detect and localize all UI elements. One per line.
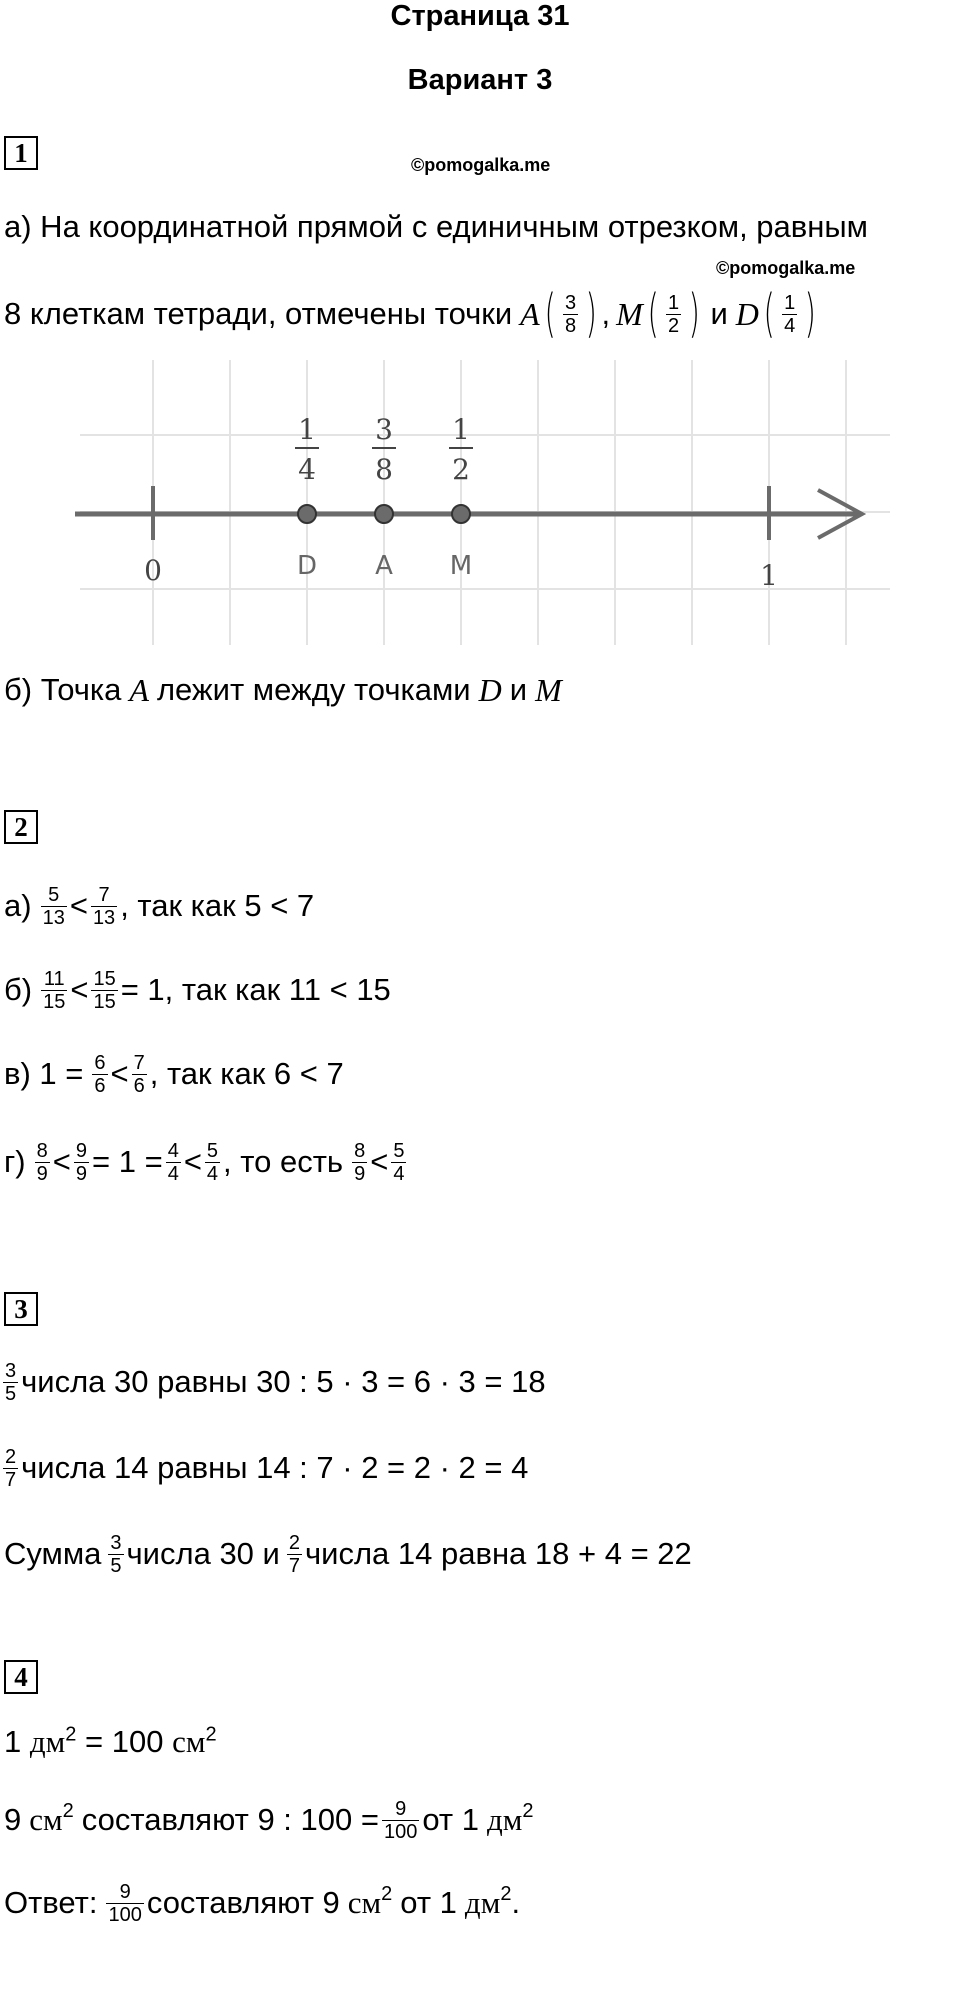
fraction: 5 4	[393, 1139, 405, 1185]
task-4-line3: Ответ: 9 100 составляют 9 см 2 от 1 дм 2 .	[4, 1880, 521, 1926]
fraction: 5 13	[42, 883, 65, 929]
point-a-denominator: 8	[375, 453, 393, 486]
fraction: 8 9	[354, 1139, 366, 1185]
number-line-figure	[70, 360, 890, 650]
fraction: 7 13	[92, 883, 116, 929]
task-2-b: б) 11 15 < 15 15 = 1, так как 11 < 15	[4, 967, 391, 1013]
fraction: 2 7	[5, 1445, 17, 1491]
task-1-a-line1: а) На координатной прямой с единичным отрезком, равным	[4, 209, 868, 244]
tick-label-one: 1	[760, 559, 778, 592]
fraction: 7 6	[133, 1051, 145, 1097]
point-d	[298, 505, 316, 523]
fraction: 2 7	[288, 1531, 300, 1577]
task-2-number: 2	[4, 810, 38, 844]
point-d-denominator: 4	[298, 453, 316, 486]
task-3-line1: 3 5 числа 30 равны 30 : 5 · 3 = 6 · 3 = 18	[5, 1359, 546, 1405]
point-m-denominator: 2	[452, 453, 470, 486]
watermark: ©pomogalka.me	[716, 258, 856, 278]
fraction: 3 5	[5, 1359, 17, 1405]
fraction: 6 6	[94, 1051, 106, 1097]
task-3-line2: 2 7 числа 14 равны 14 : 7 · 2 = 2 · 2 = 4	[5, 1445, 529, 1491]
point-a-label: A	[375, 551, 393, 581]
task-1-b: б) Точка A лежит между точками D и M	[4, 672, 562, 708]
task-2-a: а) 5 13 < 7 13 , так как 5 < 7	[4, 883, 315, 929]
point-m-fraction: 1 2	[668, 291, 680, 337]
task-4-number: 4	[4, 1660, 38, 1694]
point-a-fraction: 3 8	[565, 291, 577, 337]
variant-title: Вариант 3	[407, 64, 553, 96]
task-2-v: в) 1 = 6 6 < 7 6 , так как 6 < 7	[4, 1051, 344, 1097]
point-m-label: M	[449, 551, 473, 581]
task-2-g: г) 8 9 < 9 9 = 1 = 4 4 < 5 4 , то есть 8 9 < 5 4	[4, 1139, 405, 1185]
task-1-a-line2-text: 8 клеткам тетради, отмечены точки	[4, 296, 513, 331]
fraction: 11 15	[43, 967, 66, 1013]
fraction: 9 100	[383, 1797, 418, 1843]
fraction: 5 4	[206, 1139, 219, 1185]
point-m-name: M	[616, 296, 643, 332]
point-a	[375, 505, 393, 523]
point-m-numerator: 1	[452, 413, 470, 446]
point-a-name: A	[520, 296, 540, 332]
tick-label-zero: 0	[144, 554, 162, 587]
point-d-label: D	[296, 551, 318, 581]
task-3-line3: Сумма 3 5 числа 30 и 2 7 числа 14 равна 18 + 4 = 22	[4, 1531, 692, 1577]
point-a-numerator: 3	[375, 413, 393, 446]
task-4-line1: 1 $дм^2 = 100$ $см^2$	[4, 1723, 217, 1759]
fraction: 9 100	[108, 1880, 142, 1926]
task-1-a-line2: 8 клеткам тетради, отмечены точки A ( 3 8 ) , M ( 1 2 ) и D ( 1 4 )	[4, 284, 817, 344]
page-title: Страница 31	[390, 0, 570, 32]
fraction: 3 5	[110, 1531, 122, 1577]
point-d-name: D	[735, 296, 759, 332]
point-d-fraction: 1 4	[784, 291, 796, 337]
fraction: 4 4	[167, 1139, 179, 1185]
fraction: 9 9	[75, 1139, 87, 1185]
fraction: 8 9	[36, 1139, 48, 1185]
fraction: 15 15	[93, 967, 116, 1013]
point-d-numerator: 1	[298, 413, 316, 446]
task-1-number: 1	[4, 136, 38, 170]
task-4-line2: 9 см 2 составляют 9 : 100 = 9 100 от 1 дм 2	[4, 1797, 534, 1843]
task-3-number: 3	[4, 1292, 38, 1326]
point-m	[452, 505, 470, 523]
watermark: ©pomogalka.me	[411, 155, 551, 175]
